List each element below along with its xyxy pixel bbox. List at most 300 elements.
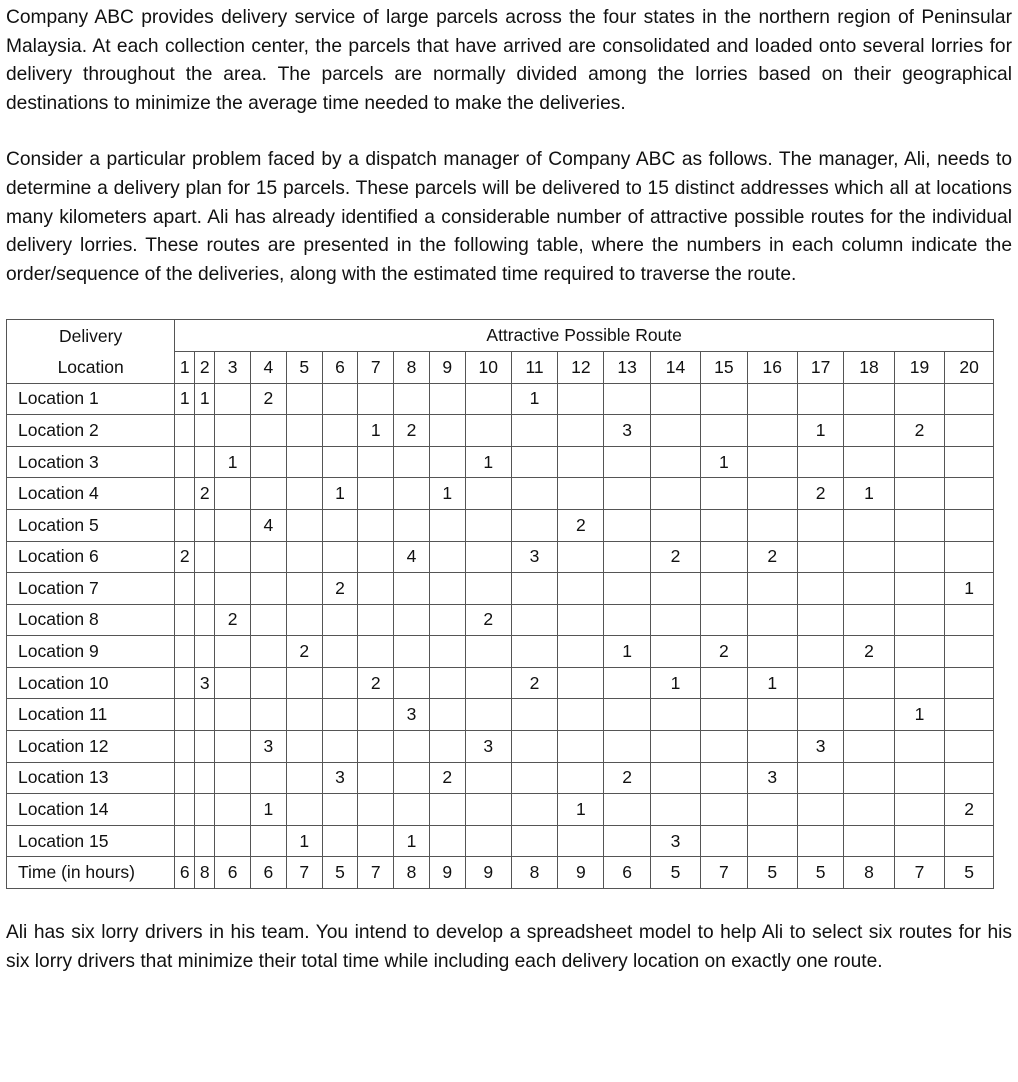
table-cell [215, 415, 251, 447]
table-cell: 2 [358, 667, 394, 699]
table-cell [558, 762, 604, 794]
table-cell [844, 415, 894, 447]
table-cell [945, 604, 994, 636]
table-row [7, 604, 994, 636]
closing-paragraph: Ali has six lorry drivers in his team. You intend to develop a spreadsheet model to help Ali to select six routes for his six lorry drivers that minimize their total time while including each delivery location on exactly one route. [6, 922, 1012, 972]
route-number-10: 10 [465, 351, 511, 383]
table-cell [604, 383, 650, 415]
table-cell [945, 383, 994, 415]
table-cell [358, 446, 394, 478]
table-cell: 3 [465, 731, 511, 763]
table-cell [604, 541, 650, 573]
table-cell: 7 [286, 857, 322, 889]
table-cell [358, 604, 394, 636]
table-cell [701, 509, 747, 541]
table-cell [558, 604, 604, 636]
table-cell [251, 667, 287, 699]
table-cell [894, 509, 944, 541]
table-cell: 3 [394, 699, 430, 731]
table-cell: 1 [747, 667, 797, 699]
table-cell: 1 [286, 825, 322, 857]
table-cell [465, 509, 511, 541]
table-cell [286, 415, 322, 447]
table-cell [894, 667, 944, 699]
table-cell: 5 [650, 857, 700, 889]
table-cell [215, 383, 251, 415]
table-cell [358, 573, 394, 605]
table-cell [195, 762, 215, 794]
table-cell [945, 699, 994, 731]
table-cell [747, 825, 797, 857]
table-cell [215, 825, 251, 857]
table-cell [175, 699, 195, 731]
table-cell: 6 [215, 857, 251, 889]
route-number-3: 3 [215, 351, 251, 383]
table-cell [747, 731, 797, 763]
table-cell [358, 509, 394, 541]
table-cell [465, 794, 511, 826]
table-cell [429, 667, 465, 699]
table-cell [894, 446, 944, 478]
route-number-2: 2 [195, 351, 215, 383]
table-cell: 8 [844, 857, 894, 889]
table-cell [844, 509, 894, 541]
table-cell: 3 [195, 667, 215, 699]
table-cell [465, 825, 511, 857]
table-cell [747, 636, 797, 668]
table-cell [701, 825, 747, 857]
table-cell [175, 731, 195, 763]
table-cell [394, 794, 430, 826]
intro-paragraph: Company ABC provides delivery service of large parcels across the four states in the northern region of Peninsular Malaysia. At each collection center, the parcels that have arrived are consolidated and loaded onto several lorries for delivery throughout the area. The parcels are normally divided among the lorries based on their geographical destinations to minimize the average time needed to make the deliveries. [6, 7, 1012, 114]
table-cell [945, 509, 994, 541]
table-cell: 1 [358, 415, 394, 447]
table-cell [195, 446, 215, 478]
table-cell: 2 [604, 762, 650, 794]
table-cell: 3 [604, 415, 650, 447]
table-cell [175, 415, 195, 447]
table-cell [894, 825, 944, 857]
table-cell [394, 636, 430, 668]
table-cell [894, 573, 944, 605]
table-cell [322, 509, 358, 541]
table-cell [394, 478, 430, 510]
table-cell [322, 731, 358, 763]
table-cell [511, 636, 557, 668]
table-cell [286, 541, 322, 573]
table-cell [251, 541, 287, 573]
table-cell [558, 699, 604, 731]
table-row [7, 762, 994, 794]
table-cell [251, 415, 287, 447]
route-number-13: 13 [604, 351, 650, 383]
table-cell [215, 731, 251, 763]
table-cell: 3 [251, 731, 287, 763]
route-table [6, 319, 994, 889]
table-cell: 8 [394, 857, 430, 889]
table-cell [394, 731, 430, 763]
table-row [7, 667, 994, 699]
table-cell: 2 [701, 636, 747, 668]
table-cell [604, 604, 650, 636]
table-cell [322, 636, 358, 668]
table-cell [215, 509, 251, 541]
table-cell [286, 667, 322, 699]
table-cell [558, 573, 604, 605]
table-cell [465, 762, 511, 794]
table-cell: 2 [286, 636, 322, 668]
table-cell: 5 [945, 857, 994, 889]
table-cell: 2 [747, 541, 797, 573]
table-cell [358, 699, 394, 731]
table-cell: 1 [650, 667, 700, 699]
table-cell [701, 478, 747, 510]
table-row [7, 541, 994, 573]
table-cell [701, 762, 747, 794]
table-cell [175, 667, 195, 699]
table-cell [945, 636, 994, 668]
table-cell: 6 [175, 857, 195, 889]
route-number-5: 5 [286, 351, 322, 383]
table-cell [747, 383, 797, 415]
table-cell [798, 667, 844, 699]
table-cell [650, 604, 700, 636]
table-cell [175, 446, 195, 478]
table-cell [175, 604, 195, 636]
table-cell: 1 [215, 446, 251, 478]
table-cell: 9 [465, 857, 511, 889]
table-cell [511, 731, 557, 763]
table-cell [175, 636, 195, 668]
table-cell [945, 478, 994, 510]
table-cell [429, 446, 465, 478]
table-cell: 1 [322, 478, 358, 510]
route-number-12: 12 [558, 351, 604, 383]
table-cell [286, 573, 322, 605]
table-cell [175, 478, 195, 510]
table-cell [195, 541, 215, 573]
table-cell [465, 478, 511, 510]
table-cell [195, 509, 215, 541]
table-cell [798, 762, 844, 794]
table-row [7, 383, 994, 415]
table-cell: 1 [251, 794, 287, 826]
table-cell: 8 [511, 857, 557, 889]
table-cell [215, 636, 251, 668]
table-cell [195, 415, 215, 447]
row-label: Location 9 [7, 636, 175, 668]
table-cell: 2 [798, 478, 844, 510]
route-number-7: 7 [358, 351, 394, 383]
table-cell [251, 636, 287, 668]
table-cell [394, 509, 430, 541]
table-cell [394, 573, 430, 605]
table-cell [286, 478, 322, 510]
table-cell: 2 [844, 636, 894, 668]
row-label: Location 8 [7, 604, 175, 636]
table-cell [511, 478, 557, 510]
table-cell [429, 415, 465, 447]
table-cell: 2 [465, 604, 511, 636]
table-cell [358, 636, 394, 668]
table-cell [175, 825, 195, 857]
row-label: Location 11 [7, 699, 175, 731]
table-cell [511, 604, 557, 636]
table-cell [798, 541, 844, 573]
table-cell [604, 699, 650, 731]
table-cell [286, 699, 322, 731]
table-cell [195, 604, 215, 636]
table-cell [650, 509, 700, 541]
table-cell [798, 604, 844, 636]
table-cell [558, 383, 604, 415]
row-label: Location 14 [7, 794, 175, 826]
table-cell: 1 [945, 573, 994, 605]
table-cell [322, 415, 358, 447]
table-cell: 2 [945, 794, 994, 826]
table-cell [195, 699, 215, 731]
table-cell: 1 [798, 415, 844, 447]
table-cell [701, 541, 747, 573]
table-cell [798, 573, 844, 605]
table-cell: 7 [358, 857, 394, 889]
table-cell: 1 [511, 383, 557, 415]
table-cell [215, 794, 251, 826]
table-cell [511, 446, 557, 478]
table-cell [650, 699, 700, 731]
table-cell [558, 667, 604, 699]
table-cell [195, 573, 215, 605]
table-cell: 5 [322, 857, 358, 889]
route-number-15: 15 [701, 351, 747, 383]
table-cell [701, 383, 747, 415]
table-cell [701, 731, 747, 763]
table-cell: 2 [558, 509, 604, 541]
table-cell [894, 762, 944, 794]
row-label: Location 2 [7, 415, 175, 447]
table-cell [286, 383, 322, 415]
table-cell [286, 509, 322, 541]
table-cell [798, 699, 844, 731]
row-label: Location 7 [7, 573, 175, 605]
table-cell [465, 541, 511, 573]
table-cell [175, 509, 195, 541]
table-cell [251, 573, 287, 605]
table-cell: 2 [894, 415, 944, 447]
table-cell [251, 825, 287, 857]
table-cell [945, 762, 994, 794]
table-cell: 2 [215, 604, 251, 636]
table-cell [844, 667, 894, 699]
table-cell [175, 762, 195, 794]
table-cell [322, 794, 358, 826]
table-cell [558, 415, 604, 447]
table-cell: 2 [394, 415, 430, 447]
table-cell [650, 636, 700, 668]
table-row [7, 857, 994, 889]
table-cell [844, 699, 894, 731]
table-cell [465, 667, 511, 699]
table-row [7, 794, 994, 826]
table-cell [358, 383, 394, 415]
table-cell [286, 604, 322, 636]
route-number-9: 9 [429, 351, 465, 383]
route-number-14: 14 [650, 351, 700, 383]
table-cell [429, 636, 465, 668]
table-row [7, 415, 994, 447]
table-cell [251, 478, 287, 510]
table-cell [511, 509, 557, 541]
table-cell [844, 794, 894, 826]
table-cell [894, 604, 944, 636]
table-cell [650, 415, 700, 447]
table-cell: 8 [195, 857, 215, 889]
table-cell [394, 667, 430, 699]
table-cell [251, 446, 287, 478]
table-cell [747, 478, 797, 510]
table-cell: 9 [429, 857, 465, 889]
table-cell [465, 699, 511, 731]
table-cell: 5 [747, 857, 797, 889]
table-cell [747, 415, 797, 447]
table-cell [747, 446, 797, 478]
table-cell [604, 731, 650, 763]
table-cell [894, 794, 944, 826]
table-cell [604, 478, 650, 510]
row-label: Location 5 [7, 509, 175, 541]
table-cell [215, 667, 251, 699]
table-cell [747, 699, 797, 731]
table-cell [844, 383, 894, 415]
table-cell [747, 509, 797, 541]
table-cell [394, 762, 430, 794]
table-cell [558, 446, 604, 478]
table-cell [358, 825, 394, 857]
table-row [7, 573, 994, 605]
table-cell [558, 636, 604, 668]
route-group-header: Attractive Possible Route [175, 320, 994, 352]
table-cell: 1 [558, 794, 604, 826]
table-cell: 4 [251, 509, 287, 541]
table-cell [465, 636, 511, 668]
table-cell [358, 541, 394, 573]
table-cell [604, 825, 650, 857]
table-cell [394, 604, 430, 636]
table-cell [322, 825, 358, 857]
table-cell [650, 762, 700, 794]
table-cell [945, 825, 994, 857]
table-cell: 3 [798, 731, 844, 763]
table-cell [322, 604, 358, 636]
row-label: Location 15 [7, 825, 175, 857]
table-cell: 6 [251, 857, 287, 889]
table-row [7, 478, 994, 510]
table-cell [747, 573, 797, 605]
row-label: Location 12 [7, 731, 175, 763]
table-cell [429, 731, 465, 763]
table-cell: 3 [322, 762, 358, 794]
table-cell [604, 509, 650, 541]
table-cell [894, 731, 944, 763]
table-cell [650, 573, 700, 605]
table-cell [511, 699, 557, 731]
table-cell [844, 825, 894, 857]
table-cell [286, 731, 322, 763]
table-cell [604, 573, 650, 605]
table-cell [429, 383, 465, 415]
route-number-8: 8 [394, 351, 430, 383]
table-cell [798, 509, 844, 541]
row-label: Location 1 [7, 383, 175, 415]
row-label: Location 10 [7, 667, 175, 699]
table-cell [701, 415, 747, 447]
table-cell [701, 667, 747, 699]
table-cell: 3 [747, 762, 797, 794]
table-cell [894, 541, 944, 573]
table-cell [322, 667, 358, 699]
row-label: Time (in hours) [7, 857, 175, 889]
table-header-row-1 [7, 320, 994, 352]
route-number-17: 17 [798, 351, 844, 383]
table-cell [429, 699, 465, 731]
table-row [7, 699, 994, 731]
corner-label-line1: Delivery [7, 320, 175, 352]
table-cell [429, 573, 465, 605]
table-cell [215, 478, 251, 510]
table-cell [215, 762, 251, 794]
table-cell [558, 825, 604, 857]
table-cell [251, 762, 287, 794]
table-cell [511, 415, 557, 447]
table-cell [394, 383, 430, 415]
table-cell [701, 794, 747, 826]
table-cell [511, 573, 557, 605]
table-cell [286, 762, 322, 794]
table-cell [511, 762, 557, 794]
table-cell [195, 825, 215, 857]
table-cell [747, 604, 797, 636]
table-cell [251, 699, 287, 731]
table-cell [844, 573, 894, 605]
table-cell [429, 604, 465, 636]
table-cell [894, 383, 944, 415]
table-cell: 1 [465, 446, 511, 478]
table-cell [844, 541, 894, 573]
route-number-6: 6 [322, 351, 358, 383]
table-cell [358, 478, 394, 510]
table-cell [604, 446, 650, 478]
table-row [7, 825, 994, 857]
route-number-16: 16 [747, 351, 797, 383]
table-cell [175, 573, 195, 605]
table-cell [429, 541, 465, 573]
table-header-row-2 [7, 351, 994, 383]
route-number-4: 4 [251, 351, 287, 383]
table-cell: 7 [701, 857, 747, 889]
table-cell [215, 699, 251, 731]
table-cell: 1 [195, 383, 215, 415]
table-cell [844, 731, 894, 763]
table-cell [429, 509, 465, 541]
table-cell [747, 794, 797, 826]
table-cell [322, 541, 358, 573]
table-cell: 5 [798, 857, 844, 889]
table-cell [429, 794, 465, 826]
table-cell [650, 478, 700, 510]
table-cell [465, 383, 511, 415]
row-label: Location 4 [7, 478, 175, 510]
table-cell [215, 573, 251, 605]
